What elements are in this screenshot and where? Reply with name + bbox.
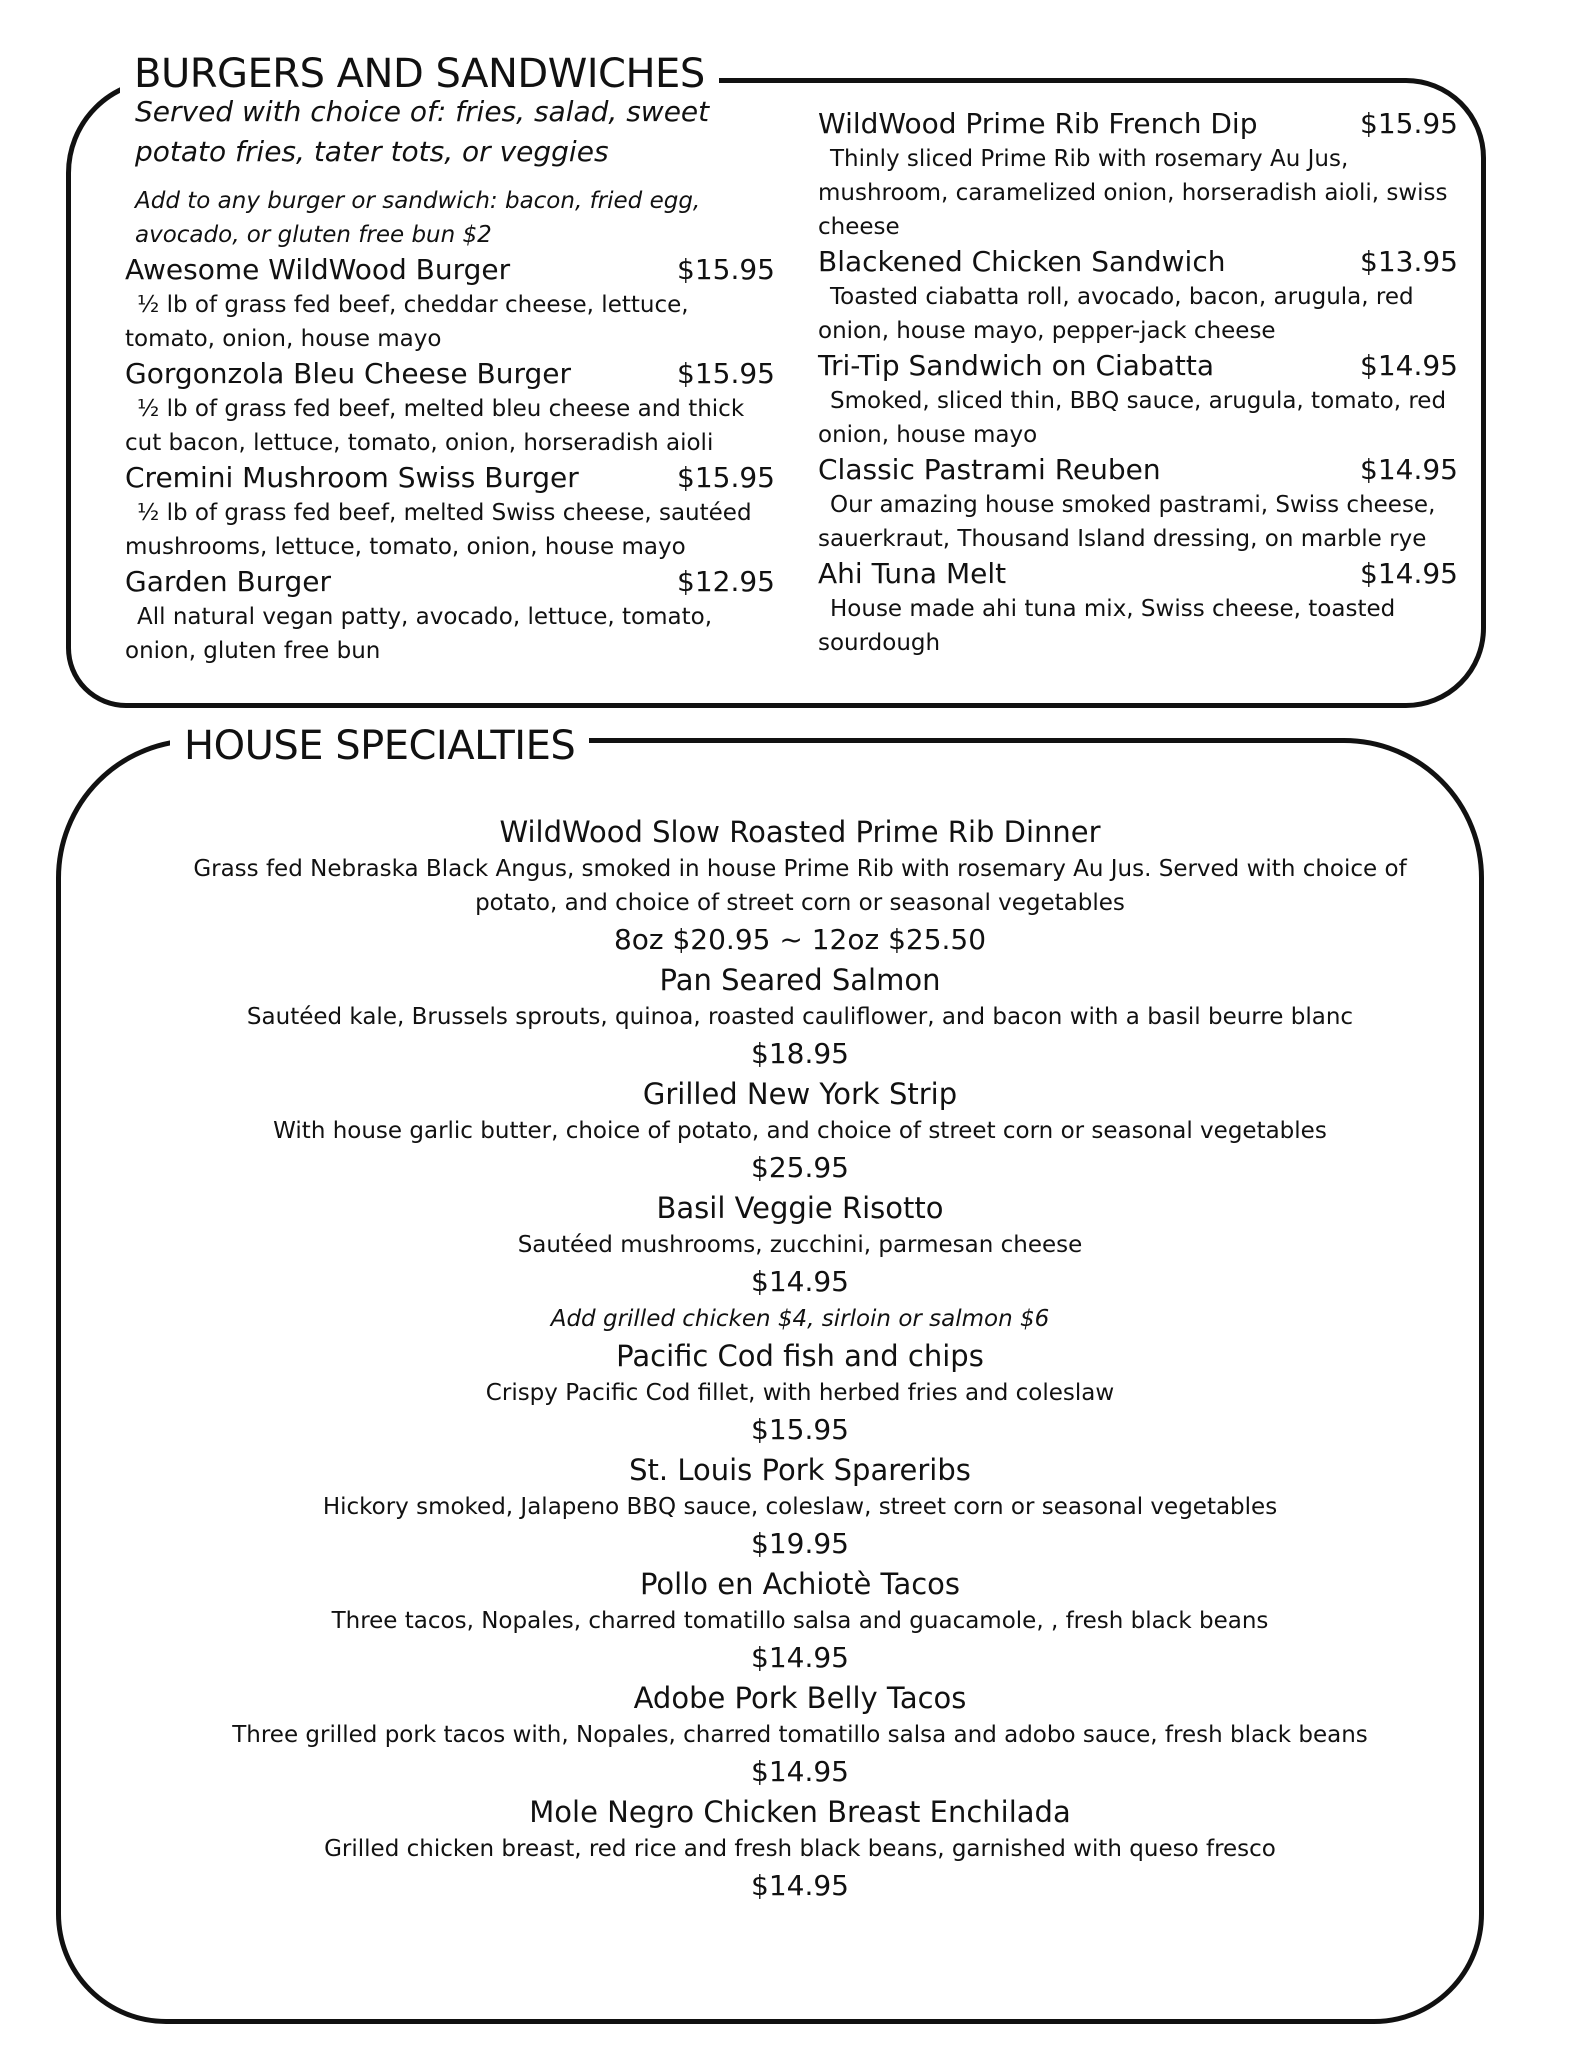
menu-item	[818, 348, 1458, 452]
specialty-addon-note: Add grilled chicken $4, sirloin or salmon $6	[550, 1306, 1050, 1332]
specialty-item	[130, 1792, 1470, 1906]
item-price: $13.95	[1360, 245, 1458, 278]
menu-item	[818, 452, 1458, 556]
specialty-name: Pan Seared Salmon	[659, 963, 941, 997]
addon-note: Add to any burger or sandwich: bacon, fried egg, avocado, or gluten free bun $2	[135, 188, 701, 248]
burgers-left-column	[125, 92, 775, 668]
item-price: $15.95	[1360, 107, 1458, 140]
specialty-description: Grilled chicken breast, red rice and fresh black beans, garnished with queso fresco	[324, 1836, 1276, 1862]
specialty-price: 8oz $20.95 ~ 12oz $25.50	[613, 923, 987, 956]
item-price: $14.95	[1360, 349, 1458, 382]
menu-item	[125, 460, 775, 564]
specialty-name: Adobe Pork Belly Tacos	[633, 1681, 967, 1715]
specialty-price: $14.95	[751, 1869, 849, 1902]
specialty-item	[130, 1450, 1470, 1564]
item-description: ½ lb of grass fed beef, cheddar cheese, lettuce, tomato, onion, house mayo	[125, 292, 689, 352]
item-description: Thinly sliced Prime Rib with rosemary Au Jus, mushroom, caramelized onion, horseradish aioli, swiss cheese	[818, 146, 1448, 240]
specialty-price: $19.95	[751, 1527, 849, 1560]
item-description: All natural vegan patty, avocado, lettuce, tomato, onion, gluten free bun	[125, 604, 713, 664]
specialty-name: Mole Negro Chicken Breast Enchilada	[529, 1795, 1071, 1829]
specialty-price: $25.95	[751, 1151, 849, 1184]
specialty-description: Crispy Pacific Cod fillet, with herbed fries and coleslaw	[485, 1380, 1115, 1406]
specialty-description: Sautéed kale, Brussels sprouts, quinoa, roasted cauliflower, and bacon with a basil beurre blanc	[246, 1004, 1354, 1030]
specialty-description: Hickory smoked, Jalapeno BBQ sauce, coleslaw, street corn or seasonal vegetables	[322, 1494, 1278, 1520]
item-price: $15.95	[677, 461, 775, 494]
specialty-name: St. Louis Pork Spareribs	[629, 1453, 971, 1487]
item-name: Cremini Mushroom Swiss Burger	[125, 461, 579, 494]
specialty-description: Three tacos, Nopales, charred tomatillo salsa and guacamole, , fresh black beans	[331, 1608, 1269, 1634]
specialty-item	[130, 1336, 1470, 1450]
specialty-item	[130, 1564, 1470, 1678]
menu-item	[818, 556, 1458, 660]
specialty-description: Grass fed Nebraska Black Angus, smoked in house Prime Rib with rosemary Au Jus. Served with choice of potato, and choice of street corn or seasonal vegetables	[193, 856, 1407, 916]
served-with-note: Served with choice of: fries, salad, sweet potato fries, tater tots, or veggies	[135, 95, 710, 168]
menu-item	[125, 356, 775, 460]
specialty-name: Pollo en Achiotè Tacos	[639, 1567, 961, 1601]
menu-item	[818, 244, 1458, 348]
item-name: Classic Pastrami Reuben	[818, 453, 1161, 486]
item-description: ½ lb of grass fed beef, melted bleu cheese and thick cut bacon, lettuce, tomato, onion, horseradish aioli	[125, 396, 745, 456]
item-name: Tri-Tip Sandwich on Ciabatta	[818, 349, 1214, 382]
item-price: $14.95	[1360, 557, 1458, 590]
item-description: House made ahi tuna mix, Swiss cheese, toasted sourdough	[818, 596, 1396, 656]
burgers-right-column	[818, 106, 1458, 660]
specialty-price: $15.95	[751, 1413, 849, 1446]
specialty-price: $18.95	[751, 1037, 849, 1070]
specialty-price: $14.95	[751, 1755, 849, 1788]
item-description: Toasted ciabatta roll, avocado, bacon, arugula, red onion, house mayo, pepper-jack cheese	[818, 284, 1414, 344]
specialty-description: Three grilled pork tacos with, Nopales, charred tomatillo salsa and adobo sauce, fresh black beans	[232, 1722, 1368, 1748]
specialty-name: Grilled New York Strip	[642, 1077, 958, 1111]
item-name: Gorgonzola Bleu Cheese Burger	[125, 357, 571, 390]
specialty-item	[130, 1074, 1470, 1188]
item-price: $14.95	[1360, 453, 1458, 486]
specialty-price: $14.95	[751, 1641, 849, 1674]
item-name: WildWood Prime Rib French Dip	[818, 107, 1258, 140]
specialty-item	[130, 960, 1470, 1074]
item-name: Awesome WildWood Burger	[125, 253, 511, 286]
specialty-name: Pacific Cod fish and chips	[616, 1339, 984, 1373]
specialty-price: $14.95	[751, 1265, 849, 1298]
specialty-item	[130, 1678, 1470, 1792]
item-price: $12.95	[677, 565, 775, 598]
item-price: $15.95	[677, 253, 775, 286]
specialty-item	[130, 1188, 1470, 1336]
specialties-list	[130, 812, 1470, 1906]
specialty-description: Sautéed mushrooms, zucchini, parmesan cheese	[517, 1232, 1083, 1258]
burgers-section-title: BURGERS AND SANDWICHES	[120, 50, 719, 98]
menu-item	[125, 252, 775, 356]
item-name: Blackened Chicken Sandwich	[818, 245, 1226, 278]
specialty-description: With house garlic butter, choice of potato, and choice of street corn or seasonal vegetables	[273, 1118, 1327, 1144]
specialties-section-title: HOUSE SPECIALTIES	[170, 722, 589, 770]
menu-item	[125, 564, 775, 668]
specialty-name: Basil Veggie Risotto	[656, 1191, 944, 1225]
item-description: Our amazing house smoked pastrami, Swiss cheese, sauerkraut, Thousand Island dressing, on marble rye	[818, 492, 1436, 552]
item-description: ½ lb of grass fed beef, melted Swiss cheese, sautéed mushrooms, lettuce, tomato, onion, house mayo	[125, 500, 752, 560]
item-price: $15.95	[677, 357, 775, 390]
specialty-name: WildWood Slow Roasted Prime Rib Dinner	[499, 815, 1101, 849]
item-name: Ahi Tuna Melt	[818, 557, 1007, 590]
menu-item	[818, 106, 1458, 244]
specialty-item	[130, 812, 1470, 960]
item-description: Smoked, sliced thin, BBQ sauce, arugula, tomato, red onion, house mayo	[818, 388, 1447, 448]
item-name: Garden Burger	[125, 565, 332, 598]
